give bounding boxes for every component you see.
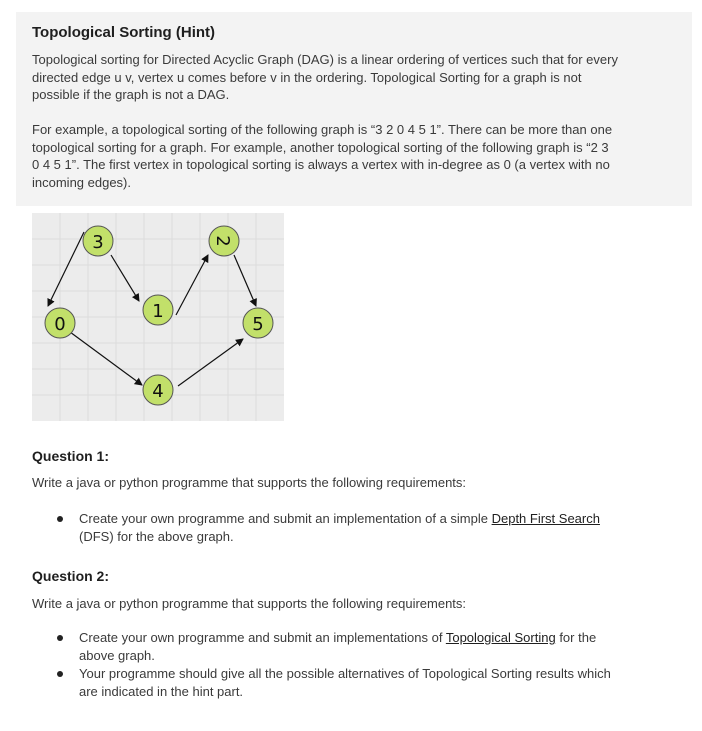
text-line: 0 4 5 1”. The first vertex in topological sorting is always a vertex with in-degree as 0 (a vertex with no [32,157,610,172]
hint-title: Topological Sorting (Hint) [32,24,216,41]
dfs-link[interactable]: Depth First Search [491,511,600,526]
hint-paragraph-1 [32,51,662,104]
text-line: directed edge u v, vertex u comes before v in the ordering. Topological Sorting for a graph is not [32,69,582,85]
text-line: Topological sorting for Directed Acyclic Graph (DAG) is a linear ordering of vertices such that for every [32,52,618,67]
text-segment: for the [555,630,597,645]
bullet-dot [57,516,63,522]
bullet-dot [57,635,63,641]
question1-title: Question 1: [32,448,110,464]
topological-sorting-link[interactable]: Topological Sorting [445,630,556,645]
question2-text: Write a java or python programme that supports the following requirements: [32,596,467,611]
text-line: Your programme should give all the possible alternatives of Topological Sorting results which [79,666,611,681]
dag-graph [32,213,284,421]
node-label-0: 0 [54,314,66,335]
node-label-1: 1 [152,301,164,322]
list-item [55,629,655,664]
text-line: possible if the graph is not a DAG. [32,87,230,102]
text-line: are indicated in the hint part. [79,683,244,699]
question1-bullets [55,510,655,545]
bullet-dot [57,671,63,677]
question2-bullets [55,629,655,700]
text-segment: Create your own programme and submit an implementations of [79,630,446,645]
text-line: topological sorting for a graph. For example, another topological sorting of the following graph is “2 3 [32,139,609,155]
node-label-3: 3 [92,232,104,253]
hint-paragraph-2 [32,121,662,191]
node-label-2: 2 [212,235,233,247]
list-item [55,510,655,545]
text-line: For example, a topological sorting of the following graph is “3 2 0 4 5 1”. There can be more than one [32,122,613,137]
text-line: (DFS) for the above graph. [79,528,234,544]
text-segment: Create your own programme and submit an implementation of a simple [79,511,492,526]
node-label-5: 5 [252,314,264,335]
question1-text: Write a java or python programme that supports the following requirements: [32,475,467,490]
question2-title: Question 2: [32,568,110,584]
text-line: incoming edges). [32,174,131,190]
text-line: above graph. [79,647,155,663]
node-label-4: 4 [152,381,164,402]
list-item [55,665,655,700]
